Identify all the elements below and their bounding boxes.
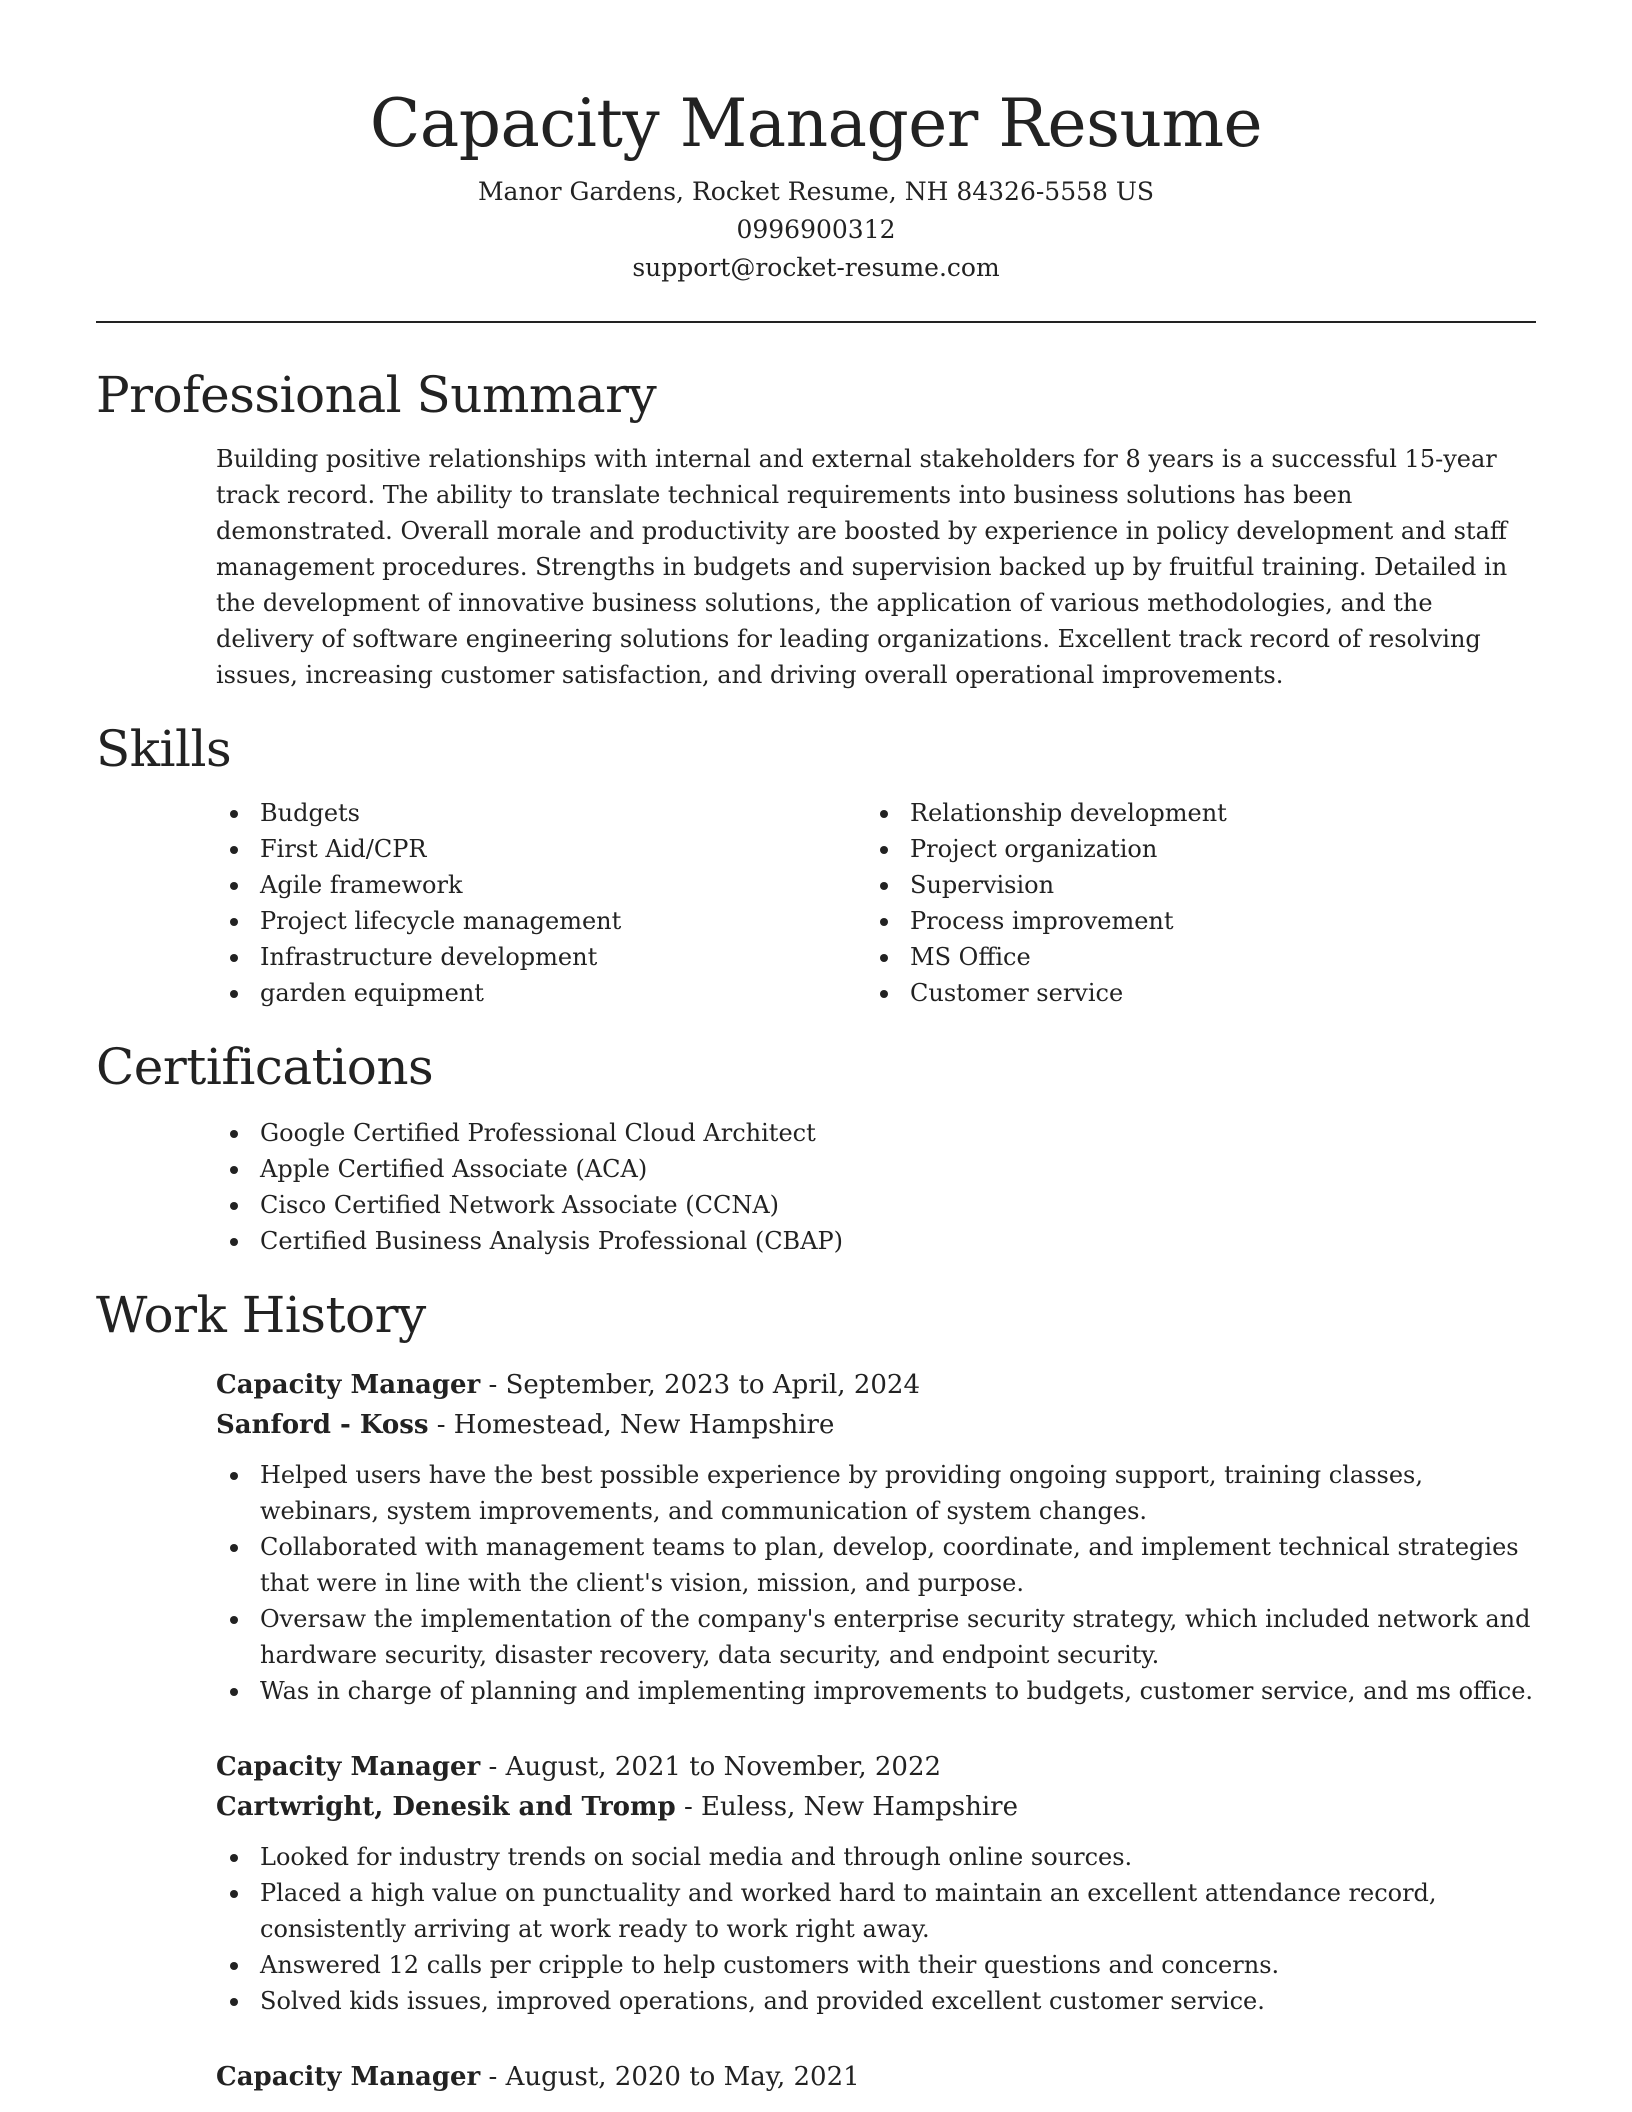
job-title-line — [216, 2057, 1536, 2097]
skill-item: Supervision — [866, 867, 1516, 903]
skill-item: Customer service — [866, 975, 1516, 1011]
resume-page — [96, 0, 1536, 2097]
job-entry — [216, 2057, 1536, 2097]
skills-left-list — [216, 795, 866, 1011]
header-divider — [96, 321, 1536, 323]
skill-item: Budgets — [216, 795, 866, 831]
contact-info — [96, 173, 1536, 287]
job-entry — [216, 1747, 1536, 2019]
work-history-heading: Work History — [96, 1286, 426, 1345]
job-bullet: Looked for industry trends on social media and through online sources. — [216, 1839, 1536, 1875]
certifications-list — [216, 1115, 1536, 1259]
certifications-section — [96, 1037, 1536, 1259]
skill-item: Project lifecycle management — [216, 903, 866, 939]
skills-columns — [216, 795, 1536, 1011]
job-company-line — [216, 1405, 1536, 1445]
job-title: Capacity Manager — [216, 2062, 481, 2093]
certifications-heading: Certifications — [96, 1038, 434, 1097]
skills-section — [96, 719, 1536, 1011]
skills-right-list — [866, 795, 1516, 1011]
email-address: support@rocket-resume.com — [632, 253, 1000, 283]
job-dates: - August, 2021 to November, 2022 — [480, 1752, 942, 1783]
skill-item: First Aid/CPR — [216, 831, 866, 867]
job-bullet: Collaborated with management teams to plan, develop, coordinate, and implement technical strategies that were in line with the client's vision, mission, and purpose. — [216, 1529, 1536, 1601]
certification-item: Google Certified Professional Cloud Architect — [216, 1115, 1536, 1151]
job-title: Capacity Manager — [216, 1370, 481, 1401]
job-bullet: Oversaw the implementation of the company's enterprise security strategy, which included network and hardware security, disaster recovery, data security, and endpoint security. — [216, 1601, 1536, 1673]
skill-item: Process improvement — [866, 903, 1516, 939]
job-bullet: Placed a high value on punctuality and worked hard to maintain an excellent attendance record, consistently arriving at work ready to work right away. — [216, 1875, 1536, 1947]
job-title: Capacity Manager — [216, 1752, 481, 1783]
address: Manor Gardens, Rocket Resume, NH 84326-5558 US — [477, 177, 1155, 207]
summary-text: Building positive relationships with internal and external stakeholders for 8 years is a successful 15-year track record. The ability to translate technical requirements into business solutions has been demonstrated. Overall morale and productivity are boosted by experience in policy development and staff management procedures. Strengths in budgets and supervision backed up by fruitful training. Detailed in the development of innovative business solutions, the application of various methodologies, and the delivery of software engineering solutions for leading organizations. Excellent track record of resolving issues, increasing customer satisfaction, and driving overall operational improvements. — [216, 445, 1508, 690]
job-company-line — [216, 1787, 1536, 1827]
skill-item: Infrastructure development — [216, 939, 866, 975]
job-company: Cartwright, Denesik and Tromp — [216, 1792, 676, 1823]
job-bullet: Answered 12 calls per cripple to help customers with their questions and concerns. — [216, 1947, 1536, 1983]
skill-item: garden equipment — [216, 975, 866, 1011]
summary-heading: Professional Summary — [96, 366, 657, 425]
job-entry — [216, 1365, 1536, 1709]
job-bullet-list — [216, 1839, 1536, 2019]
job-bullet: Was in charge of planning and implementing improvements to budgets, customer service, and ms office. — [216, 1673, 1536, 1709]
skill-item: MS Office — [866, 939, 1516, 975]
job-title-line — [216, 1747, 1536, 1787]
job-location: - Euless, New Hampshire — [675, 1792, 1018, 1823]
certification-item: Certified Business Analysis Professional (CBAP) — [216, 1223, 1536, 1259]
job-location: - Homestead, New Hampshire — [428, 1410, 835, 1441]
skills-heading: Skills — [96, 720, 232, 779]
job-bullet: Solved kids issues, improved operations, and provided excellent customer service. — [216, 1983, 1536, 2019]
job-company: Sanford - Koss — [216, 1410, 429, 1441]
summary-section — [96, 365, 1536, 693]
job-dates: - August, 2020 to May, 2021 — [480, 2062, 860, 2093]
resume-title: Capacity Manager Resume — [369, 85, 1263, 162]
job-title-line — [216, 1365, 1536, 1405]
job-bullet-list — [216, 1457, 1536, 1709]
certification-item: Apple Certified Associate (ACA) — [216, 1151, 1536, 1187]
job-bullet: Helped users have the best possible experience by providing ongoing support, training classes, webinars, system improvements, and communication of system changes. — [216, 1457, 1536, 1529]
work-history-section — [96, 1285, 1536, 2097]
certification-item: Cisco Certified Network Associate (CCNA) — [216, 1187, 1536, 1223]
phone-number: 0996900312 — [736, 215, 896, 245]
skill-item: Agile framework — [216, 867, 866, 903]
resume-header — [96, 0, 1536, 287]
skill-item: Project organization — [866, 831, 1516, 867]
skill-item: Relationship development — [866, 795, 1516, 831]
job-dates: - September, 2023 to April, 2024 — [480, 1370, 921, 1401]
